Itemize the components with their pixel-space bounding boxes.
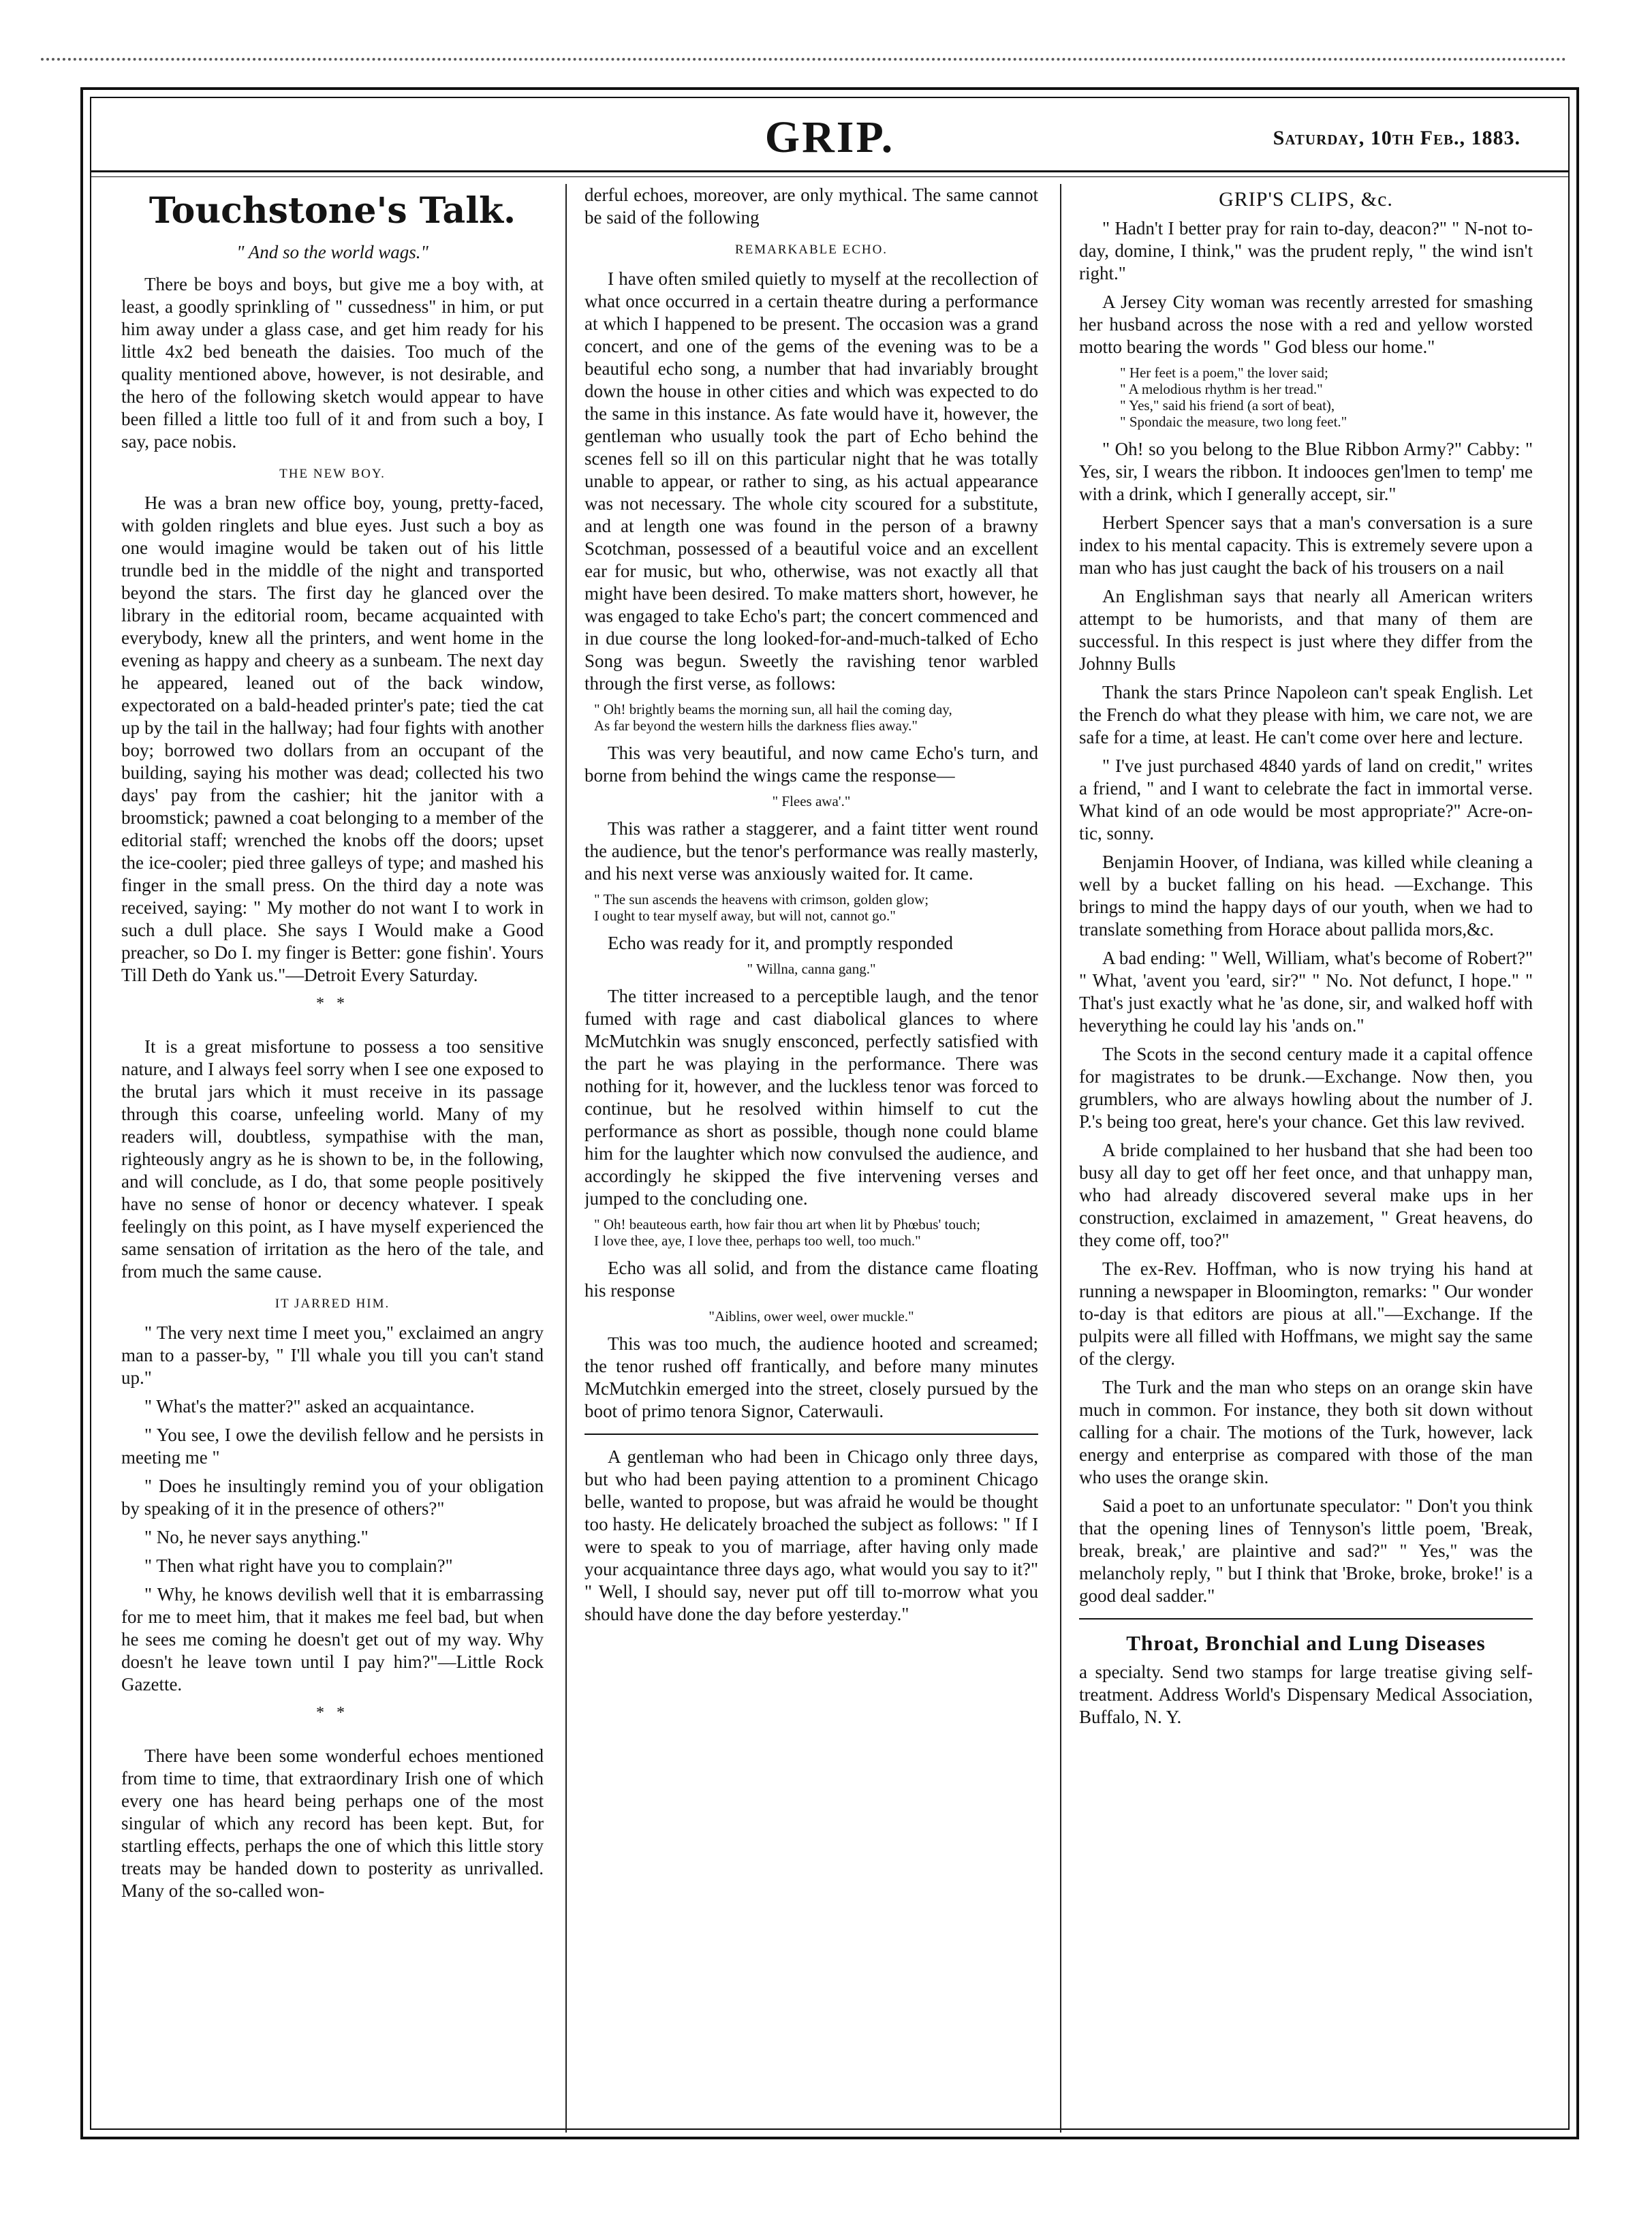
paragraph: Thank the stars Prince Napoleon can't speak English. Let the French do what they please with him, we care not, we are safe for a time, at least. He can't come over here and lecture.	[1079, 682, 1533, 747]
column-divider	[565, 184, 567, 2133]
paragraph: " Does he insultingly remind you of your obligation by speaking of it in the presence of others?"	[121, 1476, 544, 1519]
verse-quote: " Oh! brightly beams the morning sun, all hail the coming day, As far beyond the western hills the darkness flies away."	[594, 701, 952, 734]
paragraph: This was very beautiful, and now came Echo's turn, and borne from behind the wings came the response—	[585, 743, 1038, 786]
article-separator	[1079, 1618, 1533, 1620]
paragraph: Echo was ready for it, and promptly responded	[608, 933, 953, 953]
section-heading-grips-clips: GRIP'S CLIPS, &c.	[1219, 188, 1393, 211]
section-motto: " And so the world wags."	[236, 242, 428, 262]
paragraph: " You see, I owe the devilish fellow and he persists in meeting me "	[121, 1425, 544, 1468]
paragraph: He was a bran new office boy, young, pretty-faced, with golden ringlets and blue eyes. Just such a boy as one would imagine would be taken out of his little trundle bed in the middle of the night and transported beyond the stars. The first day he glanced over the library in the editorial room, became acquainted with everybody, knew all the printers, and went home in the evening as happy and cheery as a sunbeam. The next day he appeared, leaned out of the back window, expectorated on a bald-headed printer's pate; tied the cat up by the tail in the hallway; had four fights with another boy; borrowed two dollars from an occupant of the building, saying his mother was dead; collected his two days' pay from the cashier; hit the janitor with a broomstick; pawned a coat belonging to a member of the editorial staff; wrenched the knobs off the doors; upset the ice-cooler; pied three galleys of type; and mashed his finger in the small press. On the third day a note was received, saying: " My mother do not want I to work in such a dull place. She says I Would make a Good preacher, so Do I. my finger is Better: gone fishin'. Yours Till Deth do Yank us."—Detroit Every Saturday.	[121, 493, 544, 985]
verse-quote: " Oh! beauteous earth, how fair thou art when lit by Phœbus' touch; I love thee, aye, I love thee, perhaps too well, too much."	[594, 1216, 980, 1249]
column-left	[121, 184, 544, 2133]
column-divider	[1060, 184, 1061, 2133]
subhead-it-jarred-him: IT JARRED HIM.	[275, 1297, 390, 1311]
paragraph: The titter increased to a perceptible laugh, and the tenor fumed with rage and cast diabolical glances to where McMutchkin was snugly ensconced, perfectly satisfied with the part he was playing in the performance. There was nothing for it, however, and the luckless tenor was forced to continue, but he resolved within himself to cut the performance as short as possible, though none could blame him for the laughter which now convulsed the audience, and accordingly he skipped the five intervening verses and jumped to the concluding one.	[585, 986, 1038, 1209]
paragraph: This was rather a staggerer, and a faint titter went round the audience, but the tenor's performance was really masterly, and his next verse was anxiously waited for. It came.	[585, 818, 1038, 884]
paragraph: A Jersey City woman was recently arrested for smashing her husband across the nose with a red and yellow worsted motto bearing the words " God bless our home."	[1079, 292, 1533, 357]
verse-quote: " Flees awa'."	[772, 793, 851, 809]
paragraph: I have often smiled quietly to myself at the recollection of what once occurred in a certain theatre during a performance at which I happened to be present. The occasion was a grand concert, and one of the gems of the evening was to be a beautiful echo song, a number that had invariably brought down the house in other cities and which was expected to do the same in this instance. As fate would have it, however, the gentleman who usually took the part of Echo behind the scenes fell so ill on this particular night that he was totally unable to appear, or rather to sing, as his actual appearance was not necessary. The whole city scoured for a substitute, and at length one was found in the person of a brawny Scotchman, possessed of a beautiful voice and an excellent ear for music, but who, otherwise, was not exactly all that might have been desired. To make matters short, however, he was engaged to take Echo's part; the concert commenced and in due course the long looked-for-and-much-talked of Echo Song was begun. Sweetly the ravishing tenor warbled through the first verse, as follows:	[585, 268, 1038, 694]
paragraph: " I've just purchased 4840 yards of land on credit," writes a friend, " and I want to celebrate the fact in immortal verse. What kind of an ode would be most appropriate?" Acre-on-tic, sonny.	[1079, 756, 1533, 843]
paragraph: The ex-Rev. Hoffman, who is now trying his hand at running a newspaper in Bloomington, remarks: " Our wonder to-day is that editors are pious at all."—Exchange. If the pulpits were all filled with Hoffmans, we might say the same of the clergy.	[1079, 1258, 1533, 1369]
paragraph: A gentleman who had been in Chicago only three days, but who had been paying attention to a prominent Chicago belle, wanted to propose, but was afraid he would be thought too hasty. He delicately broached the subject as follows: " If I were to speak to you of marriage, after having only made your acquaintance three days ago, what would you say to it?" " Well, I should say, never put off till to-morrow what you should have done the day before yesterday."	[585, 1446, 1038, 1624]
asterism: * *	[316, 995, 349, 1012]
paragraph: " No, he never says anything."	[144, 1527, 369, 1547]
paragraph: There be boys and boys, but give me a boy with, at least, a goodly sprinkling of " cussedness" in him, or put him away under a glass case, and get him ready for his little 4x2 bed beneath the daisies. Too much of the quality mentioned above, however, is not desirable, and the hero of the following sketch would appear to have been filled a little too full of it and from such a boy, I say, pace nobis.	[121, 274, 544, 452]
paragraph: " What's the matter?" asked an acquaintance.	[144, 1396, 475, 1416]
paragraph: This was too much, the audience hooted and screamed; the tenor rushed off frantically, and before many minutes McMutchkin emerged into the street, closely pursued by the boot of primo tenora Signor, Caterwauli.	[585, 1333, 1038, 1421]
advertisement-body: a specialty. Send two stamps for large treatise giving self-treatment. Address World's Dispensary Medical Association, Buffalo, N. Y.	[1079, 1662, 1533, 1727]
paragraph: " Why, he knows devilish well that it is embarrassing for me to meet him, that it makes me feel bad, but when he sees me coming he doesn't get out of my way. Why doesn't he leave town until I pay him?"—Little Rock Gazette.	[121, 1584, 544, 1694]
paragraph: Echo was all solid, and from the distance came floating his response	[585, 1258, 1038, 1301]
torn-page-edge	[41, 58, 1567, 84]
paragraph: " Then what right have you to complain?"	[144, 1555, 453, 1576]
paragraph: There have been some wonderful echoes mentioned from time to time, that extraordinary Irish one of which every one has heard being perhaps one of the most singular of which any record has been kept. But, for startling effects, perhaps the one of which this little story treats may be handed down to posterity as unrivalled. Many of the so-called won-	[121, 1746, 544, 1901]
asterism: * *	[316, 1704, 349, 1722]
paragraph: The Turk and the man who steps on an orange skin have much in common. For instance, they both sit down without calling for a chair. The motions of the Turk, however, lack energy and enterprise as compared with those of the man who uses the orange skin.	[1079, 1377, 1533, 1487]
paragraph: Said a poet to an unfortunate speculator: " Don't you think that the opening lines of Tennyson's little poem, 'Break, break, break,' are plaintive and sad?" " Yes," was the melancholy reply, " but I think that 'Broke, broke, broke!' is a good deal sadder."	[1079, 1496, 1533, 1606]
paragraph: An Englishman says that nearly all American writers attempt to be humorists, and that many of them are successful. In this respect is just where they differ from the Johnny Bulls	[1079, 586, 1533, 674]
column-right	[1079, 184, 1533, 2133]
masthead-rule	[90, 170, 1570, 177]
subhead-the-new-boy: THE NEW BOY.	[279, 467, 386, 481]
verse-quote: " The sun ascends the heavens with crimson, golden glow; I ought to tear myself away, but will not, cannot go."	[594, 891, 929, 924]
paragraph: Benjamin Hoover, of Indiana, was killed while cleaning a well by a bucket falling on his head. —Exchange. This brings to mind the happy days of our youth, when we had to translate something from Horace about pallida mors,&c.	[1079, 852, 1533, 940]
paragraph: " The very next time I meet you," exclaimed an angry man to a passer-by, " I'll whale you till you can't stand up."	[121, 1322, 544, 1388]
issue-date: Saturday, 10th Feb., 1883.	[1273, 127, 1521, 149]
paragraph: Herbert Spencer says that a man's conversation is a sure index to his mental capacity. This is extremely severe upon a man who has just caught the back of his trousers on a nail	[1079, 512, 1533, 578]
verse-quote: " Willna, canna gang."	[747, 961, 876, 977]
section-heading-touchstones-talk: Touchstone's Talk.	[149, 190, 516, 232]
column-middle	[585, 184, 1038, 2133]
masthead	[90, 109, 1570, 170]
article-separator	[585, 1434, 1038, 1435]
verse-quote: " Her feet is a poem," the lover said; " A melodious rhythm is her tread." " Yes," said his friend (a sort of beat), " Spondaic the measure, two long feet."	[1120, 365, 1347, 430]
advertisement-heading: Throat, Bronchial and Lung Diseases	[1126, 1631, 1486, 1655]
paragraph: derful echoes, moreover, are only mythical. The same cannot be said of the following	[585, 185, 1038, 228]
subhead-remarkable-echo: REMARKABLE ECHO.	[734, 243, 888, 257]
masthead-title: GRIP.	[764, 112, 895, 162]
verse-quote: "Aiblins, ower weel, ower muckle."	[708, 1308, 914, 1325]
paragraph: A bad ending: " Well, William, what's become of Robert?" " What, 'avent you 'eard, sir?" " No. Not defunct, I hope." " That's just exactly what he 'as done, sir, and walked hoff with heverything he could lay his 'ands on."	[1079, 948, 1533, 1036]
paragraph: The Scots in the second century made it a capital offence for magistrates to be drunk.—Exchange. Now then, you grumblers, who are always howling about the number of J. P.'s being too great, here's your chance. Get this law revived.	[1079, 1044, 1533, 1132]
paragraph: A bride complained to her husband that she had been too busy all day to get off her feet once, and that unhappy man, who had already discovered several make ups in her construction, exclaimed in amazement, " Great heavens, do they come off, too?"	[1079, 1140, 1533, 1250]
paragraph: " Hadn't I better pray for rain to-day, deacon?" " N-not to-day, domine, I think," was the prudent reply, " the wind isn't right."	[1079, 218, 1533, 283]
paragraph: It is a great misfortune to possess a too sensitive nature, and I always feel sorry when I see one exposed to the brutal jars which it must receive in its passage through this coarse, unfeeling world. Many of my readers will, doubtless, sympathise with the man, righteously angry as he is shown to be, in the following, and will conclude, as I do, that some people positively have no sense of honor or decency whatever. I speak feelingly on this point, as I have myself experienced the same sensation of irritation as the hero of the tale, and from much the same cause.	[121, 1036, 544, 1282]
paragraph: " Oh! so you belong to the Blue Ribbon Army?" Cabby: " Yes, sir, I wears the ribbon. It indooces gen'lmen to temp' me with a drink, which I generally accept, sir."	[1079, 439, 1533, 504]
